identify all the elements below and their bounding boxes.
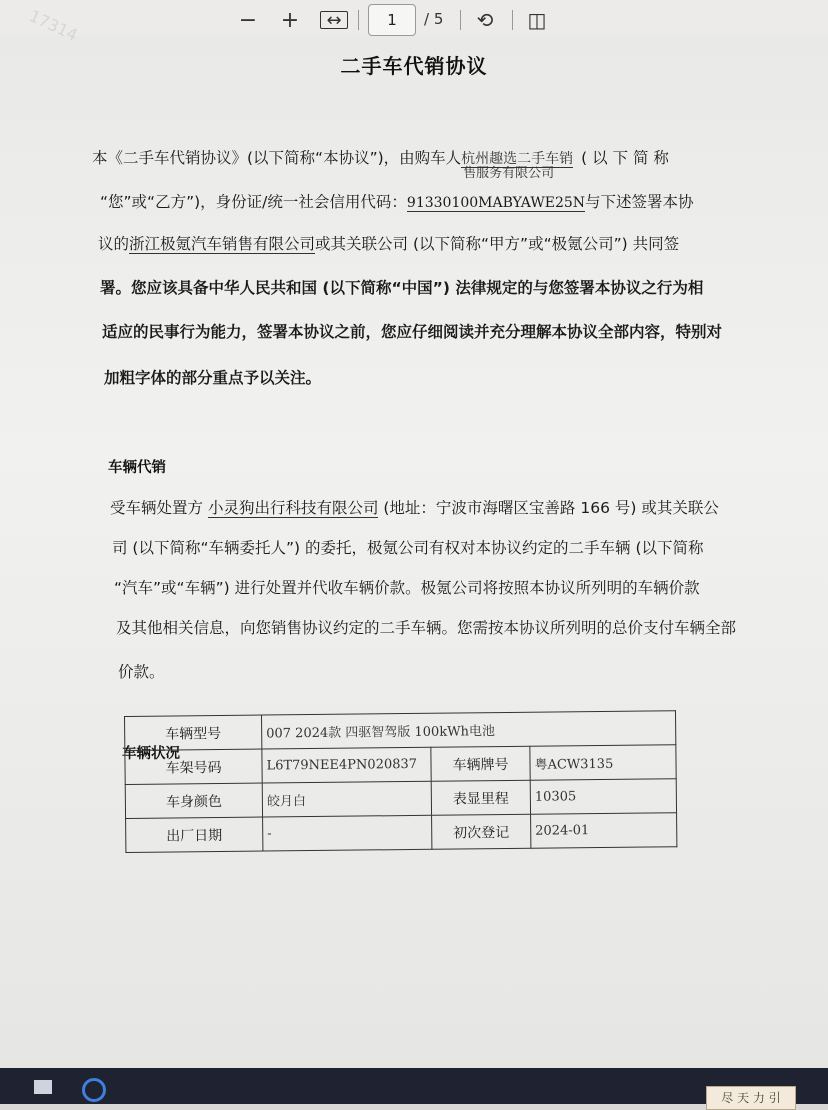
section-heading-vehicle-consignment: 车辆代销 (108, 460, 166, 476)
stamp-image: 尽 天 力 引 (706, 1086, 796, 1110)
zoom-in-button[interactable]: + (280, 7, 300, 33)
section1-line-1 (110, 496, 719, 518)
rotate-icon[interactable]: ⟲ (476, 8, 494, 32)
intro-text: 议的 (98, 235, 130, 253)
pdf-toolbar (0, 0, 828, 40)
mfg-date-label: 出厂日期 (126, 817, 263, 852)
document-title: 二手车代销协议 (340, 54, 488, 78)
section1-line-4: 及其他相关信息，向您销售协议约定的二手车辆。您需按本协议所列明的总价支付车辆全部 (116, 619, 737, 637)
intro-line-4: 署。您应该具备中华人民共和国 (以下简称“中国”) 法律规定的与您签署本协议之行为相 (100, 279, 704, 297)
intro-text: ( 以 下 简 称 (581, 149, 669, 167)
page-view-icon[interactable]: ◫ (527, 8, 547, 32)
intro-text: 或其关联公司 (以下简称“甲方”或“极氪公司”) 共同签 (315, 235, 680, 253)
page-number-input[interactable]: 1 (368, 4, 416, 36)
toolbar-divider (358, 10, 359, 30)
buyer-name-line-1: 杭州趣选二手车销 (461, 151, 574, 167)
table-row (125, 711, 676, 751)
section1-line-2: 司 (以下简称“车辆委托人”) 的委托，极氪公司有权对本协议约定的二手车辆 (以下简称 (112, 539, 704, 557)
vehicle-info-table (124, 710, 677, 853)
section1-line-5: 价款。 (118, 663, 165, 681)
os-taskbar (0, 1068, 828, 1104)
plate-label: 车辆牌号 (431, 746, 530, 781)
table-row (125, 745, 676, 785)
toolbar-divider (512, 10, 513, 30)
intro-text: 与下述签署本协 (585, 193, 694, 211)
model-value: 007 2024款 四驱智驾版 100kWh电池 (261, 711, 675, 749)
mfg-date-value: - (263, 815, 432, 851)
app-icon[interactable] (34, 1080, 52, 1094)
zoom-out-button[interactable]: − (238, 7, 258, 33)
document-page (0, 6, 828, 1068)
section1-text: (地址：宁波市海曙区宝善路 166 号) 或其关联公 (378, 499, 719, 517)
registration-label: 初次登记 (432, 814, 531, 849)
watermark: 17314 (26, 6, 81, 45)
browser-icon[interactable] (82, 1078, 106, 1102)
intro-text: “您”或“乙方”)，身份证/统一社会信用代码： (100, 193, 407, 211)
buyer-name-line-2: 售服务有限公司 (463, 166, 555, 181)
section1-text: 受车辆处置方 (110, 499, 208, 517)
buyer-name (461, 148, 581, 181)
mileage-value: 10305 (530, 779, 676, 815)
table-row (126, 813, 677, 853)
color-label: 车身颜色 (125, 783, 262, 818)
intro-line-3 (98, 232, 679, 254)
intro-line-2 (100, 190, 694, 212)
vin-label: 车架号码 (125, 749, 262, 784)
vin-value: L6T79NEE4PN020837 (262, 747, 431, 783)
party-a-name: 浙江极氪汽车销售有限公司 (129, 235, 316, 253)
section1-line-3: “汽车”或“车辆”) 进行处置并代收车辆价款。极氪公司将按照本协议所列明的车辆价款 (114, 579, 700, 597)
page-total: / 5 (424, 10, 444, 28)
intro-line-6: 加粗字体的部分重点予以关注。 (104, 369, 322, 387)
intro-line-5: 适应的民事行为能力，签署本协议之前，您应仔细阅读并充分理解本协议全部内容，特别对 (102, 323, 723, 341)
color-value: 皎月白 (262, 781, 431, 817)
model-label: 车辆型号 (125, 715, 262, 750)
registration-value: 2024-01 (531, 813, 677, 849)
fit-width-icon[interactable]: ↔ (320, 11, 348, 29)
toolbar-divider (460, 10, 461, 30)
credit-code: 91330100MABYAWE25N (406, 195, 586, 211)
section-heading-vehicle-status: 车辆状况 (122, 746, 180, 762)
disposer-name: 小灵狗出行科技有限公司 (207, 499, 379, 517)
plate-value: 粤ACW3135 (530, 745, 676, 781)
mileage-label: 表显里程 (431, 780, 530, 815)
table-row (125, 779, 676, 819)
intro-line-1 (92, 146, 669, 181)
intro-text: 本《二手车代销协议》(以下简称“本协议”)，由购车人 (92, 149, 462, 167)
